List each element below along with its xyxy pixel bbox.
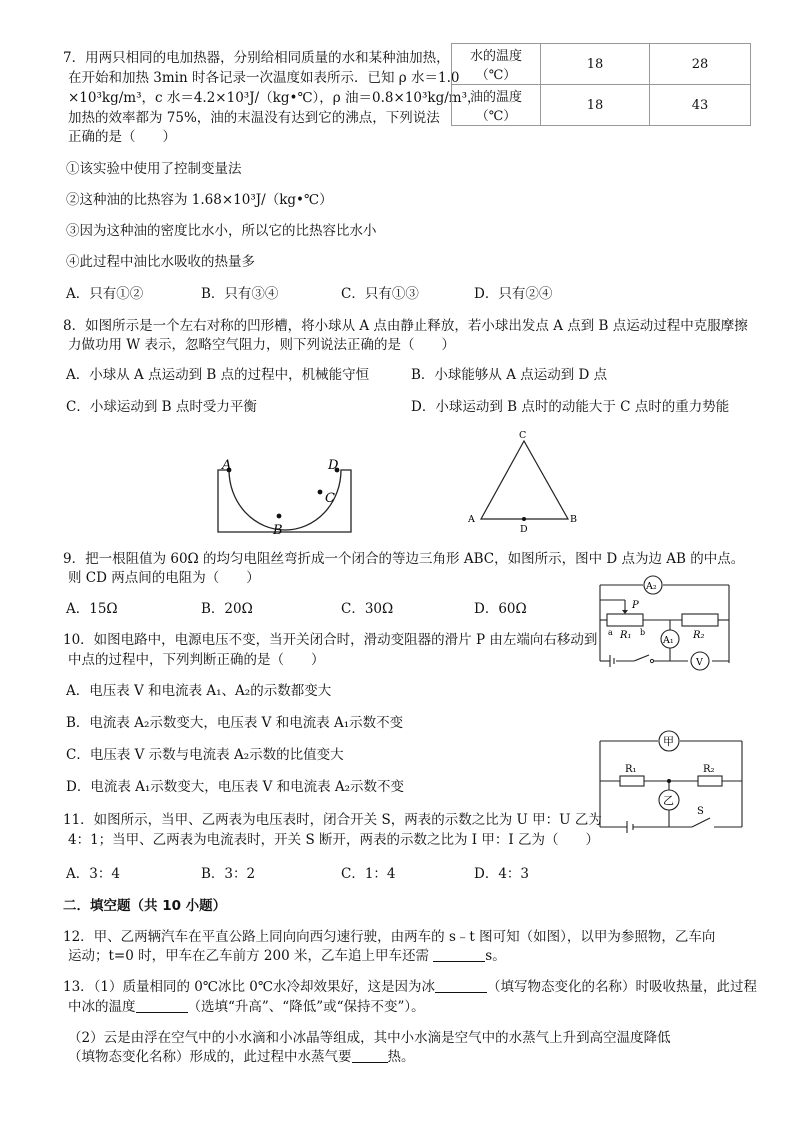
q10-circuit-figure — [592, 575, 742, 675]
q7-data-table — [451, 43, 751, 126]
label-r2: R₂ — [693, 630, 705, 641]
q13-text-2b: （选填“升高”、“降低”或“保持不变”）。 — [187, 999, 425, 1015]
label-jia: 甲 — [663, 735, 674, 748]
q7-statement-2: ②这种油的比热容为 1.68×10³J/（kg•℃） — [66, 192, 333, 208]
q7-stem-line1: 7．用两只相同的电加热器，分别给相同质量的水和某种油加热， — [63, 50, 450, 66]
label-r1: R₁ — [625, 764, 637, 775]
q9-stem-line1: 9．把一根阻值为 60Ω 的均匀电阻丝弯折成一个闭合的等边三角形 ABC，如图所示，图中 D 点为边 AB 的中点。 — [63, 551, 745, 567]
q10-stem-line1: 10．如图电路中，电源电压不变，当开关闭合时，滑动变阻器的滑片 P 由左端向右移动到 — [63, 632, 598, 648]
q13-part2-line2 — [68, 1048, 415, 1066]
q12-text-b: s。 — [485, 948, 506, 964]
table-cell: 水的温度（℃） — [452, 44, 541, 85]
q13-part1-line2 — [68, 998, 425, 1016]
q7-stem-line2: 在开始和加热 3min 时各记录一次温度如表所示．已知 ρ 水＝1.0 — [68, 70, 460, 86]
q8-stem-line2: 力做功用 W 表示，忽略空气阻力，则下列说法正确的是（ ） — [68, 337, 455, 353]
label-a: a — [608, 628, 613, 637]
label-v: V — [696, 657, 703, 668]
q7-option-a: A．只有①② — [66, 286, 144, 302]
label-b: B — [570, 514, 577, 525]
q13-text-1b: （填写物态变化的名称）时吸收热量，此过程 — [486, 979, 757, 995]
point-b — [277, 514, 282, 519]
q10-option-d: D．电流表 A₁示数变大，电压表 V 和电流表 A₂示数不变 — [66, 779, 405, 795]
q9-option-d: D．60Ω — [474, 601, 527, 617]
q10-option-b: B．电流表 A₂示数变大，电压表 V 和电流表 A₁示数不变 — [66, 715, 404, 731]
q13-text-4a: （填物态变化名称）形成的，此过程中水蒸气要 — [68, 1049, 352, 1065]
q11-option-d: D．4：3 — [474, 866, 530, 882]
q13-text-1a: 13．（1）质量相同的 0℃冰比 0℃水冷却效果好，这是因为冰 — [63, 979, 435, 995]
q10-option-a: A．电压表 V 和电流表 A₁、A₂的示数都变大 — [66, 683, 332, 699]
q8-groove-figure — [210, 452, 358, 538]
q7-stem-line4: 加热的效率都为 75%，油的末温没有达到它的沸点，下列说法 — [68, 110, 440, 126]
q8-option-d: D．小球运动到 B 点时的动能大于 C 点时的重力势能 — [411, 399, 730, 415]
label-a: A — [222, 458, 232, 473]
q13-part1-line1 — [63, 978, 757, 996]
q9-triangle-figure — [462, 428, 582, 534]
q11-option-b: B．3：2 — [201, 866, 256, 882]
table-cell: 油的温度（℃） — [452, 85, 541, 126]
q10-option-c: C．电压表 V 示数与电流表 A₂示数的比值变大 — [66, 747, 344, 763]
label-a: A — [468, 514, 475, 525]
label-s: S — [697, 806, 704, 817]
q11-stem-line1: 11．如图所示，当甲、乙两表为电压表时，闭合开关 S，两表的示数之比为 U 甲：U 乙为 — [63, 812, 602, 828]
table-cell: 18 — [541, 44, 650, 85]
q12-text-a: 运动；t=0 时，甲车在乙车前方 200 米，乙车追上甲车还需 — [68, 948, 434, 964]
label-c: C — [519, 430, 527, 441]
section-heading: 二．填空题（共 10 小题） — [63, 898, 227, 914]
q7-option-b: B．只有③④ — [201, 286, 279, 302]
q7-statement-4: ④此过程中油比水吸收的热量多 — [66, 254, 255, 270]
table-row — [452, 85, 751, 126]
label-b: B — [273, 523, 283, 538]
table-cell: 28 — [650, 44, 751, 85]
q13-text-4b: 热。 — [387, 1049, 415, 1065]
label-r1: R₁ — [620, 630, 632, 641]
q12-stem-line2 — [68, 947, 506, 965]
answer-blank[interactable] — [136, 999, 188, 1013]
q8-stem-line1: 8．如图所示是一个左右对称的凹形槽，将小球从 A 点由静止释放，若小球出发点 A 点到 B 点运动过程中克服摩擦 — [63, 318, 748, 334]
answer-blank[interactable] — [352, 1049, 388, 1063]
label-r2: R₂ — [703, 764, 715, 775]
label-c: C — [325, 491, 335, 506]
q8-option-a: A．小球从 A 点运动到 B 点的过程中，机械能守恒 — [66, 367, 370, 383]
q13-text-2a: 中冰的温度 — [68, 999, 136, 1015]
label-b: b — [640, 628, 646, 637]
label-p: P — [632, 600, 639, 611]
table-cell: 43 — [650, 85, 751, 126]
table-cell: 18 — [541, 85, 650, 126]
q12-stem-line1: 12．甲、乙两辆汽车在平直公路上同向向西匀速行驶，由两车的 s﹣t 图可知（如图），以甲为参照物，乙车向 — [63, 929, 716, 945]
q13-part2-line1: （2）云是由浮在空气中的小水滴和小冰晶等组成，其中小水滴是空气中的水蒸气上升到高空温度降低 — [68, 1030, 671, 1046]
q9-stem-line2: 则 CD 两点间的电阻为（ ） — [68, 570, 260, 586]
q11-stem-line2: 4：1；当甲、乙两表为电流表时，开关 S 断开，两表的示数之比为 I 甲：I 乙为（ ） — [68, 832, 600, 848]
q7-option-c: C．只有①③ — [341, 286, 419, 302]
q7-option-d: D．只有②④ — [474, 286, 553, 302]
point-d — [522, 517, 526, 521]
q11-option-c: C．1：4 — [341, 866, 396, 882]
table-row — [452, 44, 751, 85]
label-a2: A₂ — [646, 581, 657, 592]
q8-option-b: B．小球能够从 A 点运动到 D 点 — [411, 367, 608, 383]
q11-circuit-figure — [594, 728, 746, 838]
point-c — [318, 490, 323, 495]
q10-stem-line2: 中点的过程中，下列判断正确的是（ ） — [68, 652, 325, 668]
q7-stem-line5: 正确的是（ ） — [68, 129, 176, 145]
q7-statement-3: ③因为这种油的密度比水小，所以它的比热容比水小 — [66, 223, 377, 239]
label-d: D — [328, 458, 339, 473]
q8-option-c: C．小球运动到 B 点时受力平衡 — [66, 399, 257, 415]
q9-option-a: A．15Ω — [66, 601, 118, 617]
q9-option-c: C．30Ω — [341, 601, 394, 617]
q11-option-a: A．3：4 — [66, 866, 120, 882]
q7-statement-1: ①该实验中使用了控制变量法 — [66, 161, 242, 177]
label-d: D — [520, 524, 528, 534]
label-a1: A₁ — [663, 635, 674, 646]
label-yi: 乙 — [663, 794, 674, 807]
q9-option-b: B．20Ω — [201, 601, 253, 617]
q7-stem-line3: ×10³kg/m³，c 水＝4.2×10³J/（kg•℃），ρ 油＝0.8×10³kg/m³， — [68, 90, 481, 106]
answer-blank[interactable] — [435, 979, 487, 993]
answer-blank[interactable] — [433, 948, 485, 962]
